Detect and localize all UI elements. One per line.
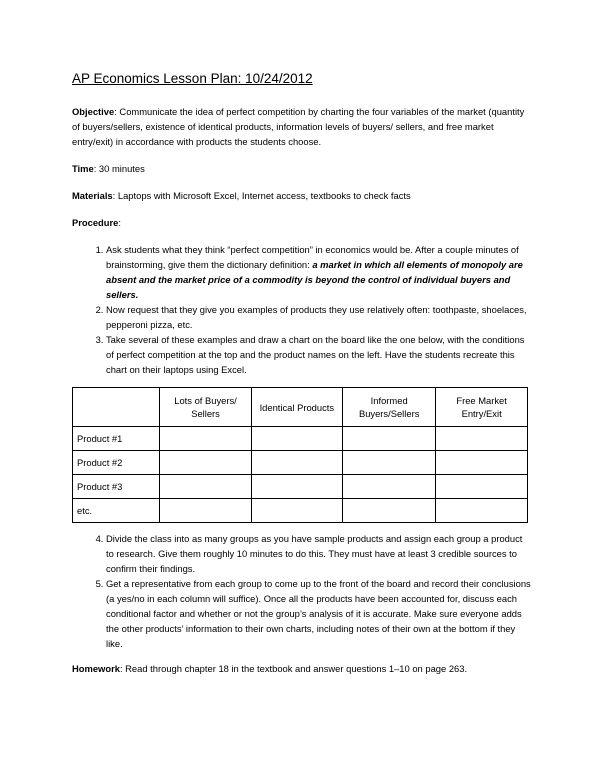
objective-text: : Communicate the idea of perfect competition by charting the four variables of the market (quantity of buyers/sellers, existence of identical products, information levels of buyers/ sellers, and free market entry/exit) in accordance with products the students choose.	[72, 106, 525, 147]
time-paragraph	[72, 161, 532, 176]
table-header-cell: Identical Products	[251, 388, 343, 427]
procedure-heading	[72, 215, 532, 230]
table-row	[73, 475, 528, 499]
homework-paragraph	[72, 661, 532, 676]
materials-paragraph	[72, 188, 532, 203]
table-row	[73, 499, 528, 523]
procedure-step-text: Now request that they give you examples of products they use relatively often: toothpaste, shoelaces, pepperoni pizza, etc.	[106, 304, 527, 330]
table-cell	[436, 427, 528, 451]
table-header-cell: Informed Buyers/Sellers	[343, 388, 436, 427]
procedure-step-text: Ask students what they think “perfect competition” in economics would be. After a couple minutes of brainstorming, give them the dictionary definition:	[106, 244, 519, 270]
time-text: : 30 minutes	[93, 163, 145, 174]
table-cell	[160, 475, 251, 499]
table-header-row	[73, 388, 528, 427]
procedure-suffix: :	[118, 217, 121, 228]
table-row	[73, 427, 528, 451]
table-cell	[343, 451, 436, 475]
materials-text: : Laptops with Microsoft Excel, Internet access, textbooks to check facts	[112, 190, 411, 201]
perfect-competition-chart	[72, 387, 528, 523]
table-cell	[160, 427, 251, 451]
table-header-cell: Free Market Entry/Exit	[436, 388, 528, 427]
table-header-cell: Lots of Buyers/ Sellers	[160, 388, 251, 427]
table-cell	[436, 499, 528, 523]
table-cell	[251, 475, 343, 499]
homework-text: : Read through chapter 18 in the textbook and answer questions 1–10 on page 263.	[119, 663, 468, 674]
procedure-step: 5. Get a representative from each group to come up to the front of the board and record their conclusions (a yes/no in each column will suffice). Once all the products have been accounted for, discuss each conditional factor and whether or not the group’s analysis of it is accurate. Make sure everyone adds the other products’ information to their own charts, including notes of their own at the bottom if they like.	[106, 576, 532, 651]
table-row	[73, 451, 528, 475]
table-cell	[160, 499, 251, 523]
page-title: AP Economics Lesson Plan: 10/24/2012	[72, 71, 313, 86]
homework-label: Homework	[72, 663, 120, 674]
table-row-label: Product #3	[73, 475, 160, 499]
table-row-label: Product #1	[73, 427, 160, 451]
definition-emphasis: a market in which all elements of monopoly are absent and the market price of a commodity is beyond the control of individual buyers and sellers.	[106, 259, 523, 300]
procedure-list-part-1	[72, 242, 532, 377]
table-cell	[343, 475, 436, 499]
table-cell	[251, 499, 343, 523]
objective-paragraph	[72, 104, 532, 149]
table-cell	[436, 451, 528, 475]
procedure-step: 4. Divide the class into as many groups as you have sample products and assign each group a product to research. Give them roughly 10 minutes to do this. They must have at least 3 credible sources to confirm their findings.	[106, 531, 532, 576]
time-label: Time	[72, 163, 94, 174]
table-cell	[160, 451, 251, 475]
table-cell	[436, 475, 528, 499]
table-cell	[343, 499, 436, 523]
table-row-label: Product #2	[73, 451, 160, 475]
procedure-step	[106, 302, 532, 332]
document-page	[72, 70, 532, 688]
procedure-step	[106, 242, 532, 302]
procedure-step	[106, 332, 532, 377]
table-row-label: etc.	[73, 499, 160, 523]
table-cell	[251, 451, 343, 475]
table-header-cell	[73, 388, 160, 427]
table-cell	[251, 427, 343, 451]
procedure-step-text: Take several of these examples and draw a chart on the board like the one below, with the conditions of perfect competition at the top and the product names on the left. Have the students recreate this chart on their laptops using Excel.	[106, 334, 525, 375]
procedure-list-part-2	[72, 531, 532, 651]
objective-label: Objective	[72, 106, 115, 117]
procedure-label: Procedure	[72, 217, 119, 228]
table-cell	[343, 427, 436, 451]
materials-label: Materials	[72, 190, 113, 201]
